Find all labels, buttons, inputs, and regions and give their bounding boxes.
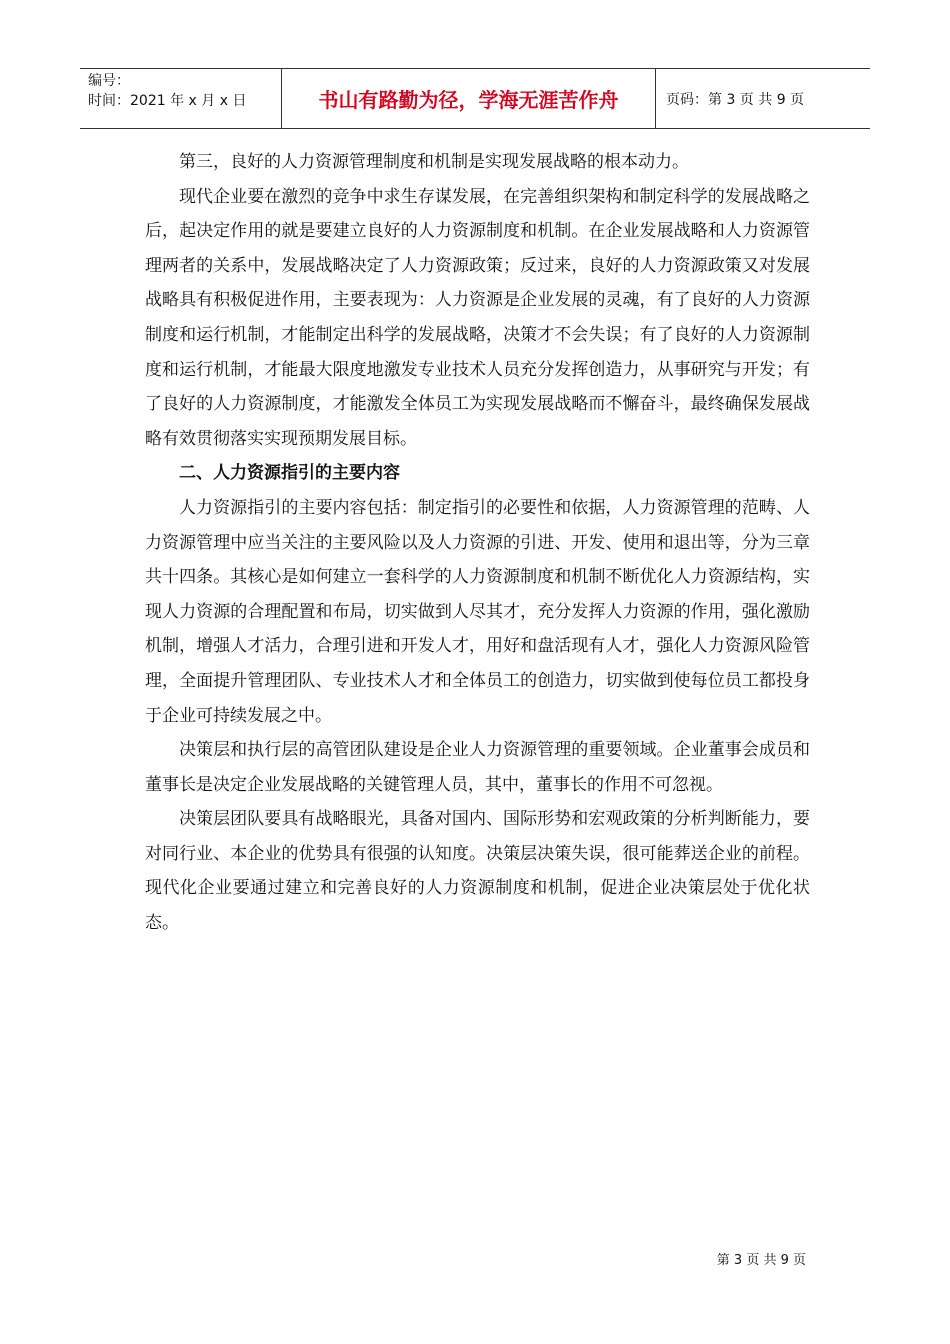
header-meta: [80, 69, 282, 128]
paragraph-2: 现代企业要在激烈的竞争中求生存谋发展，在完善组织架构和制定科学的发展战略之后，起决定作用的就是要建立良好的人力资源制度和机制。在企业发展战略和人力资源管理两者的关系中，发展战略决定了人力资源政策；反过来，良好的人力资源政策又对发展战略具有积极促进作用，主要表现为：人力资源是企业发展的灵魂，有了良好的人力资源制度和运行机制，才能制定出科学的发展战略，决策才不会失误；有了良好的人力资源制度和运行机制，才能最大限度地激发专业技术人员充分发挥创造力，从事研究与开发；有了良好的人力资源制度，才能激发全体员工为实现发展战略而不懈奋斗，最终确保发展战略有效贯彻落实实现预期发展目标。: [145, 186, 810, 449]
number-label: 编号：: [88, 73, 130, 89]
page-header: [80, 68, 870, 129]
header-page-label: 页码：第 3 页 共 9 页: [666, 91, 805, 108]
page-footer: 第 3 页 共 9 页: [716, 1253, 806, 1268]
document-body: [145, 145, 810, 941]
paragraph-3: 人力资源指引的主要内容包括：制定指引的必要性和依据，人力资源管理的范畴、人力资源管理中应当关注的主要风险以及人力资源的引进、开发、使用和退出等，分为三章共十四条。其核心是如何建立一套科学的人力资源制度和机制不断优化人力资源结构，实现人力资源的合理配置和布局，切实做到人尽其才，充分发挥人力资源的作用，强化激励机制，增强人才活力，合理引进和开发人才，用好和盘活现有人才，强化人力资源风险管理，全面提升管理团队、专业技术人才和全体员工的创造力，切实做到使每位员工都投身于企业可持续发展之中。: [145, 497, 810, 726]
header-motto: 书山有路勤为径，学海无涯苦作舟: [282, 69, 656, 128]
paragraph-5: 决策层团队要具有战略眼光，具备对国内、国际形势和宏观政策的分析判断能力，要对同行业、本企业的优势具有很强的认知度。决策层决策失误，很可能葬送企业的前程。现代化企业要通过建立和完善良好的人力资源制度和机制，促进企业决策层处于优化状态。: [145, 809, 810, 934]
paragraph-4: 决策层和执行层的高管团队建设是企业人力资源管理的重要领域。企业董事会成员和董事长是决定企业发展战略的关键管理人员，其中，董事长的作用不可忽视。: [145, 740, 810, 795]
paragraph-1: 第三，良好的人力资源管理制度和机制是实现发展战略的根本动力。: [179, 152, 689, 172]
date-label: 时间：2021 年 x 月 x 日: [88, 93, 247, 109]
section-heading: 二、人力资源指引的主要内容: [179, 463, 400, 484]
